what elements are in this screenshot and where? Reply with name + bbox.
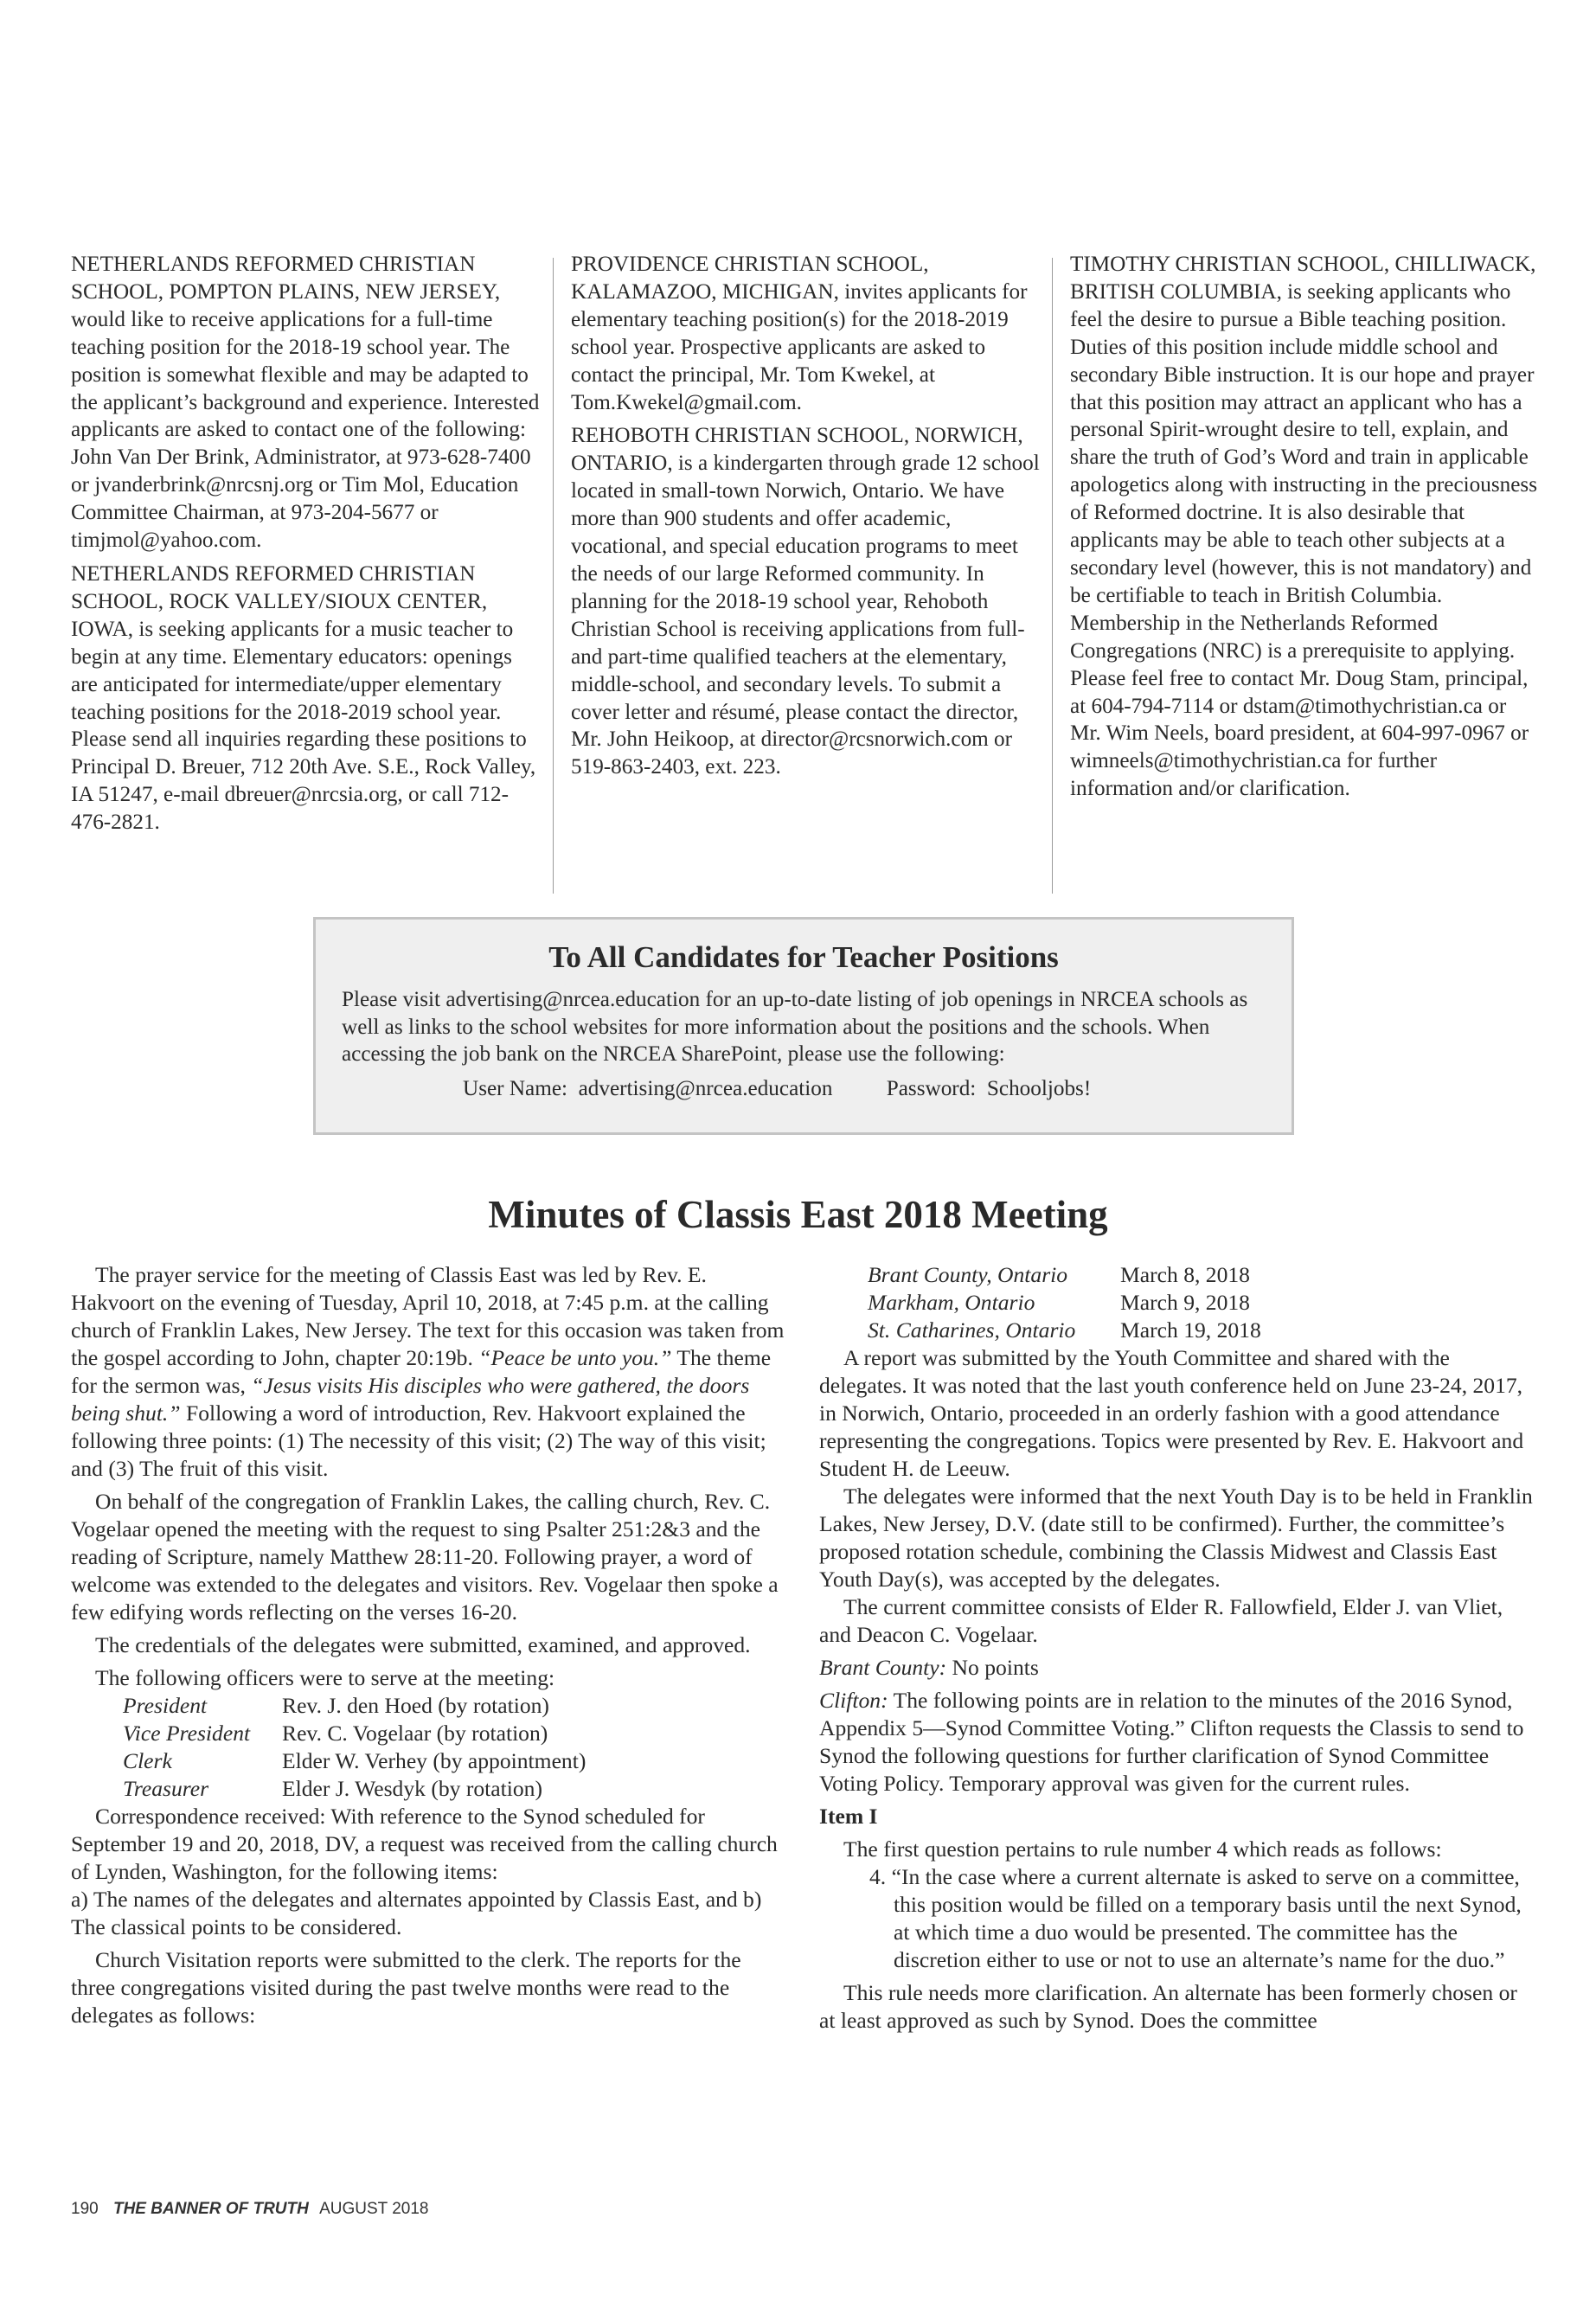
password-label: Password:: [886, 1077, 977, 1100]
article-title: Minutes of Classis East 2018 Meeting: [488, 1193, 1108, 1236]
magazine-name: THE BANNER OF TRUTH: [112, 2200, 309, 2218]
article-column-left: [71, 1261, 785, 2035]
column-divider: [1052, 258, 1053, 894]
paragraph-church-visitation: Church Visitation reports were submitted to the clerk. The reports for the three congregations visited during the past twelve months were read to the delegates as follows:: [71, 1947, 741, 2028]
paragraph-correspondence-items: a) The names of the delegates and alternates appointed by Classis East, and b) The classical points to be considered.: [71, 1887, 762, 1939]
page-footer: [71, 2199, 429, 2220]
paragraph-item-intro: The first question pertains to rule number 4 which reads as follows:: [843, 1836, 1442, 1862]
paragraph-youth-committee: The current committee consists of Elder R. Fallowfield, Elder J. van Vliet, and Deacon C. Vogelaar.: [819, 1594, 1503, 1647]
item-heading: Item I: [819, 1804, 878, 1829]
notice-credentials: [463, 1075, 1091, 1102]
teacher-candidates-notice: [313, 917, 1294, 1135]
issue-date: AUGUST 2018: [319, 2200, 429, 2218]
paragraph-opening: On behalf of the congregation of Franklin Lakes, the calling church, Rev. C. Vogelaar opened the meeting with the request to sing Psalter 251:2&3 and the reading of Scripture, namely Matthew 28:11-20. Following prayer, a word of welcome was extended to the delegates and visitors. Rev. Vogelaar then spoke a few edifying words reflecting on the verses 16-20.: [71, 1489, 779, 1625]
ad-timothy-christian: TIMOTHY CHRISTIAN SCHOOL, CHILLIWACK, BRITISH COLUMBIA, is seeking applicants who feel the desire to pursue a Bible teaching position. Duties of this position include middle school and secondary Bible instruction. It is our hope and prayer that this position may attract an applicant who has a personal Spirit-wrought desire to tell, explain, and share the truth of God’s Word and train in applicable apologetics along with instructing in the preciousness of Reformed doctrine. It is also desirable that applicants may be able to teach other subjects at a secondary level (however, this is not mandatory) and be certifiable to teach in British Columbia. Membership in the Netherlands Reformed Congregations (NRC) is a prerequisite to applying. Please feel free to contact Mr. Doug Stam, principal, at 604-794-7114 or dstam@timothychristian.ca or Mr. Wim Neels, board president, at 604-997-0967 or wimneels@timothychristian.ca for further information and/or clarification.: [1070, 253, 1538, 801]
visitation-row: Brant County, Ontario March 8, 2018: [868, 1262, 1250, 1287]
visitation-row: St. Catharines, Ontario March 19, 2018: [868, 1317, 1261, 1343]
visitation-row: Markham, Ontario March 9, 2018: [868, 1290, 1250, 1315]
username-label: User Name:: [463, 1077, 567, 1100]
article-column-right: [819, 1261, 1537, 2035]
paragraph-correspondence: Correspondence received: With reference to the Synod scheduled for September 19 and 20, 2018, DV, a request was received from the calling church of Lynden, Washington, for the following items:: [71, 1804, 778, 1884]
paragraph-officers-intro: The following officers were to serve at the meeting:: [95, 1665, 555, 1690]
visitation-list: [819, 1261, 1537, 1344]
notice-body: Please visit advertising@nrcea.education for an up-to-date listing of job openings in NRCEA schools as well as links to the school websites for more information about the positions and the schools. When accessing the job bank on the NRCEA SharePoint, please use the following:: [342, 988, 1248, 1066]
password-value: Schooljobs!: [986, 1077, 1092, 1100]
paragraph-clifton: Clifton: The following points are in relation to the minutes of the 2016 Synod, Appendix 5—Synod Committee Voting.” Clifton requests the Classis to send to Synod the following questions for further clarification of Synod Committee Voting Policy. Temporary approval was given for the current rules.: [819, 1688, 1524, 1796]
ads-column-1: [71, 251, 542, 843]
paragraph-youth-report: A report was submitted by the Youth Committee and shared with the delegates. It was noted that the last youth conference held on June 23-24, 2017, in Norwich, Ontario, proceeded in an orderly fashion with a good attendance representing the congregations. Topics were presented by Rev. E. Hakvoort and Student H. de Leeuw.: [819, 1345, 1524, 1481]
ads-column-3: [1070, 251, 1542, 809]
ad-nrcs-rock-valley: NETHERLANDS REFORMED CHRISTIAN SCHOOL, ROCK VALLEY/SIOUX CENTER, IOWA, is seeking applicants for a music teacher to begin at any time. Elementary educators: openings are anticipated for intermediate/upper elementary teaching positions for the 2018-2019 school year. Please send all inquiries regarding these positions to Principal D. Breuer, 712 20th Ave. S.E., Rock Valley, IA 51247, e-mail dbreuer@nrcsia.org, or call 712-476-2821.: [71, 561, 536, 835]
paragraph-youth-day: The delegates were informed that the next Youth Day is to be held in Franklin Lakes, New Jersey, D.V. (date still to be confirmed). Further, the committee’s proposed rotation schedule, combining the Classis Midwest and Classis East Youth Day(s), was accepted by the delegates.: [819, 1484, 1533, 1592]
ads-column-2: [571, 251, 1042, 787]
ad-rehoboth-christian: REHOBOTH CHRISTIAN SCHOOL, NORWICH, ONTARIO, is a kindergarten through grade 12 school located in small-town Norwich, Ontario. We have more than 900 students and offer academic, vocational, and special education programs to meet the needs of our large Reformed community. In planning for the 2018-19 school year, Rehoboth Christian School is receiving applications from full- and part-time qualified teachers at the elementary, middle-school, and secondary levels. To submit a cover letter and résumé, please contact the director, Mr. John Heikoop, at director@rcsnorwich.com or 519-863-2403, ext. 223.: [571, 424, 1040, 779]
username-value: advertising@nrcea.education: [578, 1077, 833, 1100]
ad-providence-christian: PROVIDENCE CHRISTIAN SCHOOL, KALAMAZOO, MICHIGAN, invites applicants for elementary teaching position(s) for the 2018-2019 school year. Prospective applicants are asked to contact the principal, Mr. Tom Kwekel, at Tom.Kwekel@gmail.com.: [571, 253, 1028, 414]
column-divider: [553, 258, 554, 894]
rule-quote: 4. “In the case where a current alternate is asked to serve on a committee, this position would be filled on a temporary basis until the next Synod, at which time a duo would be presented. The committee has the discretion either to use or not to use an alternate’s name for the duo.”: [869, 1864, 1522, 1972]
page-number: 190: [71, 2200, 99, 2218]
notice-title: To All Candidates for Teacher Positions: [548, 940, 1059, 974]
officer-row: Vice President Rev. C. Vogelaar (by rotation): [123, 1721, 548, 1746]
paragraph-rule-clarification: This rule needs more clarification. An alternate has been formerly chosen or at least approved as such by Synod. Does the committee: [819, 1980, 1517, 2033]
officer-row: President Rev. J. den Hoed (by rotation): [123, 1693, 549, 1718]
paragraph-prayer-service: The prayer service for the meeting of Classis East was led by Rev. E. Hakvoort on the evening of Tuesday, April 10, 2018, at 7:45 p.m. at the calling church of Franklin Lakes, New Jersey. The text for this occasion was taken from the gospel according to John, chapter 20:19b. “Peace be unto you.” The theme for the sermon was, “Jesus visits His disciples who were gathered, the doors being shut.” Following a word of introduction, Rev. Hakvoort explained the following three points: (1) The necessity of this visit; (2) The way of this visit; and (3) The fruit of this visit.: [71, 1262, 785, 1481]
paragraph-brant-county: Brant County: No points: [819, 1655, 1039, 1680]
officer-row: Treasurer Elder J. Wesdyk (by rotation): [123, 1776, 542, 1801]
officers-list: [71, 1692, 785, 1803]
paragraph-credentials: The credentials of the delegates were submitted, examined, and approved.: [95, 1632, 751, 1657]
ad-nrcs-pompton-plains: NETHERLANDS REFORMED CHRISTIAN SCHOOL, POMPTON PLAINS, NEW JERSEY, would like to receive applications for a full-time teaching position for the 2018-19 school year. The position is somewhat flexible and may be adapted to the applicant’s background and experience. Interested applicants are asked to contact one of the following: John Van Der Brink, Administrator, at 973-628-7400 or jvanderbrink@nrcsnj.org or Tim Mol, Education Committee Chairman, at 973-204-5677 or timjmol@yahoo.com.: [71, 253, 540, 553]
officer-row: Clerk Elder W. Verhey (by appointment): [123, 1748, 586, 1773]
